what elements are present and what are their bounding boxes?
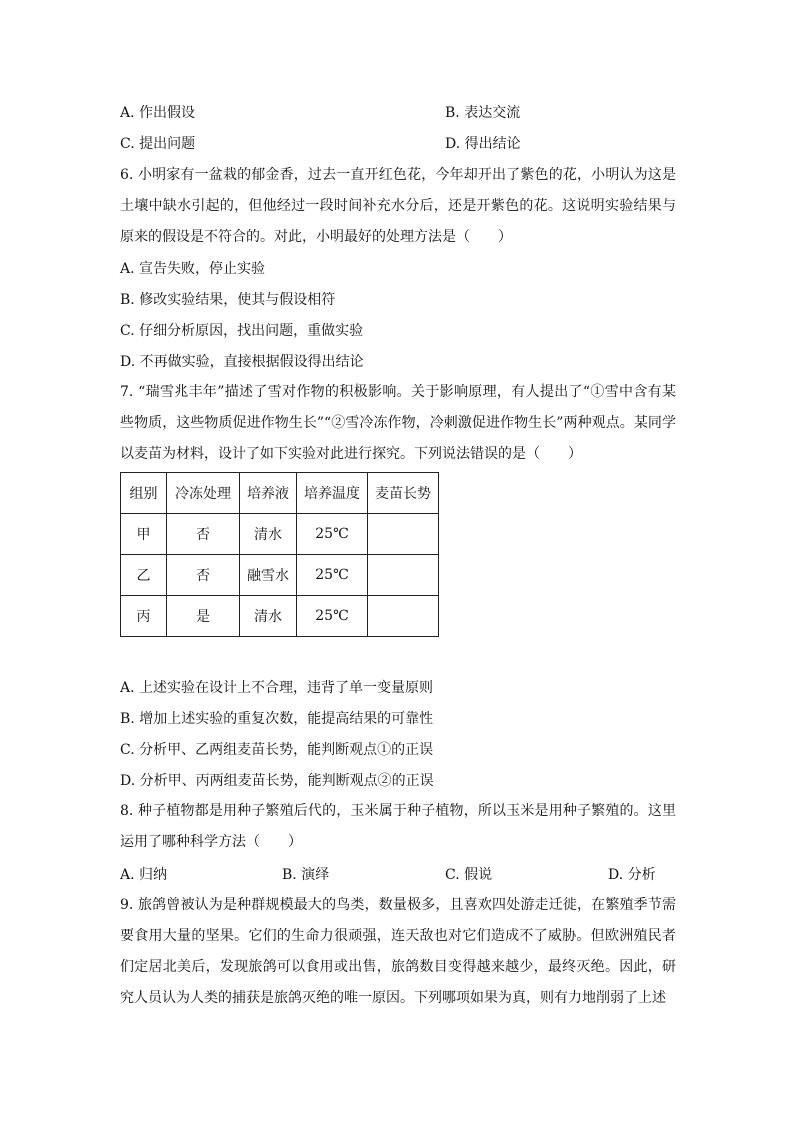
q8-option-d: D. 分析 — [608, 867, 656, 883]
header-cell: 麦苗长势 — [368, 473, 439, 514]
table-header-row — [121, 473, 439, 514]
table-cell: 25℃ — [297, 555, 368, 596]
q6-option-c: C. 仔细分析原因，找出问题，重做实验 — [120, 323, 364, 339]
table-row — [121, 596, 439, 637]
q7-option-b: B. 增加上述实验的重复次数，能提高结果的可靠性 — [120, 711, 434, 727]
q5-option-a: A. 作出假设 — [120, 105, 196, 121]
q9-stem: 9. 旅鸽曾被认为是种群规模最大的鸟类，数量极多，且喜欢四处游走迁徙，在繁殖季节需要食用大量的坚果。它们的生命力很顽强，连天敌也对它们造成不了威胁。但欧洲殖民者们定居北美后，发现旅鸽可以食用或出售，旅鸽数目变得越来越少，最终灭绝。因此，研究人员认为人类的捕获是旅鸽灭绝的唯一原因。下列哪项如果为真，则有力地削弱了上述 — [120, 897, 676, 1006]
header-cell: 培养液 — [240, 473, 297, 514]
table-cell: 清水 — [240, 596, 297, 637]
table-cell — [368, 555, 439, 596]
q6-option-d: D. 不再做实验，直接根据假设得出结论 — [120, 354, 364, 370]
q6-option-a: A. 宣告失败，停止实验 — [120, 261, 266, 277]
table-cell: 甲 — [121, 514, 167, 555]
q8-stem: 8. 种子植物都是用种子繁殖后代的，玉米属于种子植物，所以玉米是用种子繁殖的。这里运用了哪种科学方法（ ） — [120, 803, 676, 850]
table-cell: 是 — [167, 596, 240, 637]
table-cell: 清水 — [240, 514, 297, 555]
table-cell: 丙 — [121, 596, 167, 637]
table-cell: 25℃ — [297, 596, 368, 637]
header-cell: 培养温度 — [297, 473, 368, 514]
table-cell: 25℃ — [297, 514, 368, 555]
table-cell: 融雪水 — [240, 555, 297, 596]
q5-option-c: C. 提出问题 — [120, 136, 196, 152]
q5-option-b: B. 表达交流 — [445, 105, 521, 121]
q8-option-b: B. 演绎 — [282, 867, 330, 883]
q8-option-c: C. 假说 — [445, 867, 493, 883]
table-row — [121, 514, 439, 555]
q7-stem: 7. “瑞雪兆丰年”描述了雪对作物的积极影响。关于影响原理，有人提出了“①雪中含有某些物质，这些物质促进作物生长”“②雪冷冻作物，冷刺激促进作物生长”两种观点。某同学以麦苗为材料，设计了如下实验对此进行探究。下列说法错误的是（ ） — [120, 384, 676, 462]
table-row — [121, 555, 439, 596]
experiment-table — [120, 472, 439, 637]
table-cell: 乙 — [121, 555, 167, 596]
q5-option-d: D. 得出结论 — [445, 136, 521, 152]
q7-option-c: C. 分析甲、乙两组麦苗长势，能判断观点①的正误 — [120, 742, 434, 758]
table-cell — [368, 596, 439, 637]
q7-option-d: D. 分析甲、丙两组麦苗长势，能判断观点②的正误 — [120, 773, 434, 789]
table-cell — [368, 514, 439, 555]
q8-option-a: A. 归纳 — [120, 867, 168, 883]
table-cell: 否 — [167, 555, 240, 596]
q7-option-a: A. 上述实验在设计上不合理，违背了单一变量原则 — [120, 680, 434, 696]
header-cell: 冷冻处理 — [167, 473, 240, 514]
q6-stem: 6. 小明家有一盆栽的郁金香，过去一直开红色花，今年却开出了紫色的花，小明认为这是土壤中缺水引起的，但他经过一段时间补充水分后，还是开紫色的花。这说明实验结果与原来的假设是不符合的。对此，小明最好的处理方法是（ ） — [120, 167, 676, 245]
table-cell: 否 — [167, 514, 240, 555]
q6-option-b: B. 修改实验结果，使其与假设相符 — [120, 292, 336, 308]
header-cell: 组别 — [121, 473, 167, 514]
